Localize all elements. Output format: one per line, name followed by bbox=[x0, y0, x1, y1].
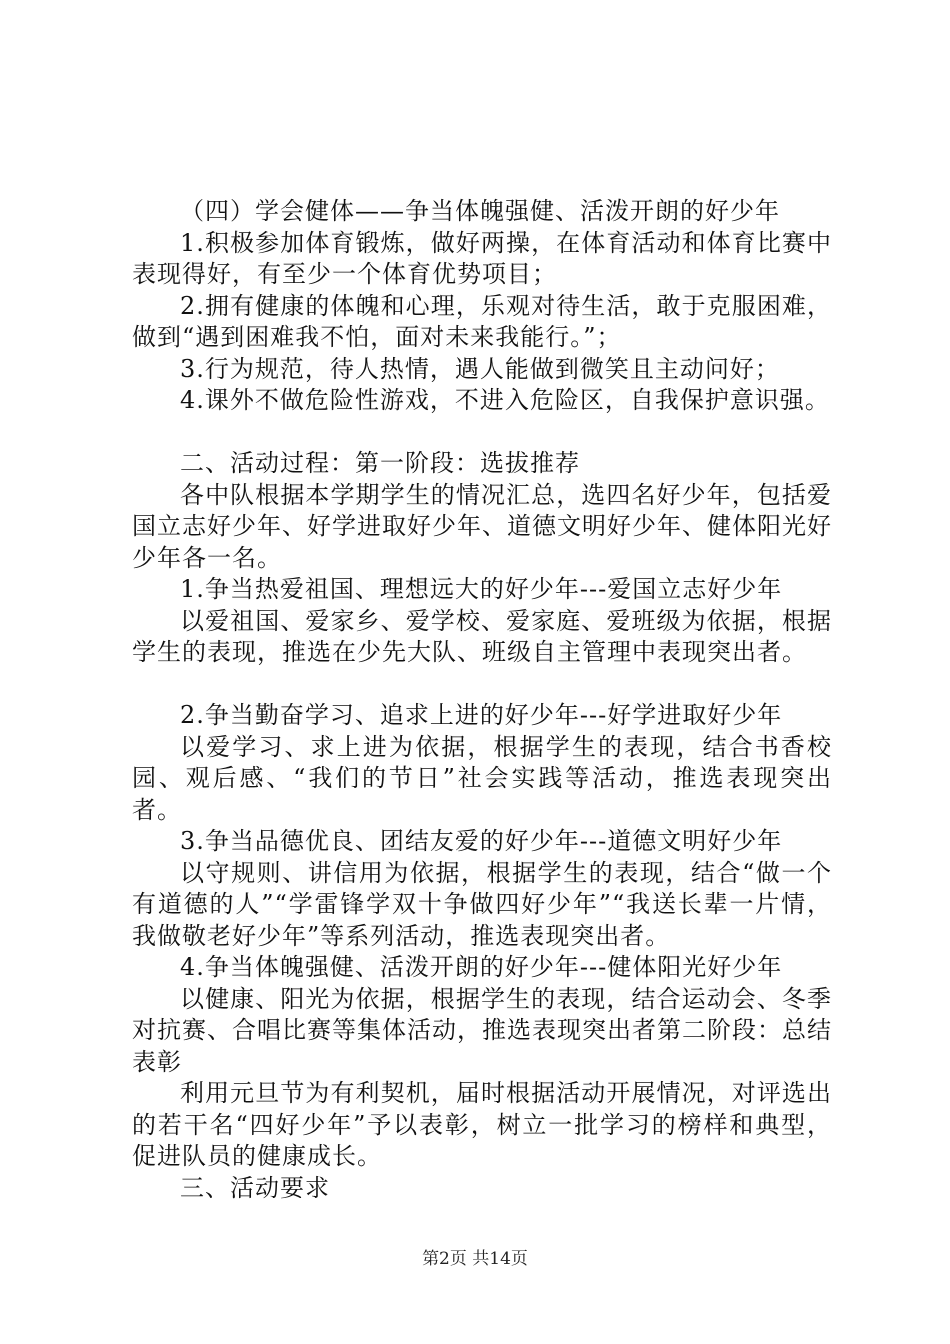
paragraph-gap bbox=[132, 669, 832, 701]
paragraph: 1.积极参加体育锻炼，做好两操，在体育活动和体育比赛中表现得好，有至少一个体育优势项目； bbox=[132, 228, 832, 288]
paragraph: 4.争当体魄强健、活泼开朗的好少年---健体阳光好少年 bbox=[180, 953, 783, 981]
paragraph-gap bbox=[132, 417, 832, 449]
paragraph: 4.课外不做危险性游戏，不进入危险区，自我保护意识强。 bbox=[180, 386, 830, 414]
paragraph: 2.争当勤奋学习、追求上进的好少年---好学进取好少年 bbox=[180, 701, 783, 729]
paragraph: 以守规则、讲信用为依据，根据学生的表现，结合“做一个有道德的人”“学雷锋学双十争做四好少年”“我送长辈一片情，我做敬老好少年”等系列活动，推选表现突出者。 bbox=[132, 858, 832, 950]
section-heading-requirements: 三、活动要求 bbox=[180, 1173, 330, 1202]
paragraph: 各中队根据本学期学生的情况汇总，选四名好少年，包括爱国立志好少年、好学进取好少年、道德文明好少年、健体阳光好少年各一名。 bbox=[132, 480, 832, 572]
paragraph: 以健康、阳光为依据，根据学生的表现，结合运动会、冬季对抗赛、合唱比赛等集体活动，推选表现突出者第二阶段：总结表彰 bbox=[132, 984, 832, 1076]
paragraph: 2.拥有健康的体魄和心理，乐观对待生活，敢于克服困难，做到“遇到困难我不怕，面对未来我能行。”； bbox=[132, 291, 832, 351]
page-number: 第2页 共14页 bbox=[422, 1249, 528, 1269]
paragraph: 3.行为规范，待人热情，遇人能做到微笑且主动问好； bbox=[180, 354, 780, 383]
document-body bbox=[132, 196, 832, 1204]
paragraph: 3.争当品德优良、团结友爱的好少年---道德文明好少年 bbox=[180, 827, 783, 855]
paragraph: 1.争当热爱祖国、理想远大的好少年---爱国立志好少年 bbox=[180, 575, 783, 603]
paragraph: 以爱学习、求上进为依据，根据学生的表现，结合书香校园、观后感、“我们的节日”社会实践等活动，推选表现突出者。 bbox=[132, 732, 832, 824]
paragraph: 以爱祖国、爱家乡、爱学校、爱家庭、爱班级为依据，根据学生的表现，推选在少先大队、班级自主管理中表现突出者。 bbox=[132, 606, 832, 666]
section-heading-health: （四）学会健体——争当体魄强健、活泼开朗的好少年 bbox=[180, 197, 780, 225]
paragraph: 利用元旦节为有利契机，届时根据活动开展情况，对评选出的若干名“四好少年”予以表彰，树立一批学习的榜样和典型，促进队员的健康成长。 bbox=[132, 1079, 832, 1170]
section-heading-process: 二、活动过程：第一阶段：选拔推荐 bbox=[180, 449, 580, 477]
